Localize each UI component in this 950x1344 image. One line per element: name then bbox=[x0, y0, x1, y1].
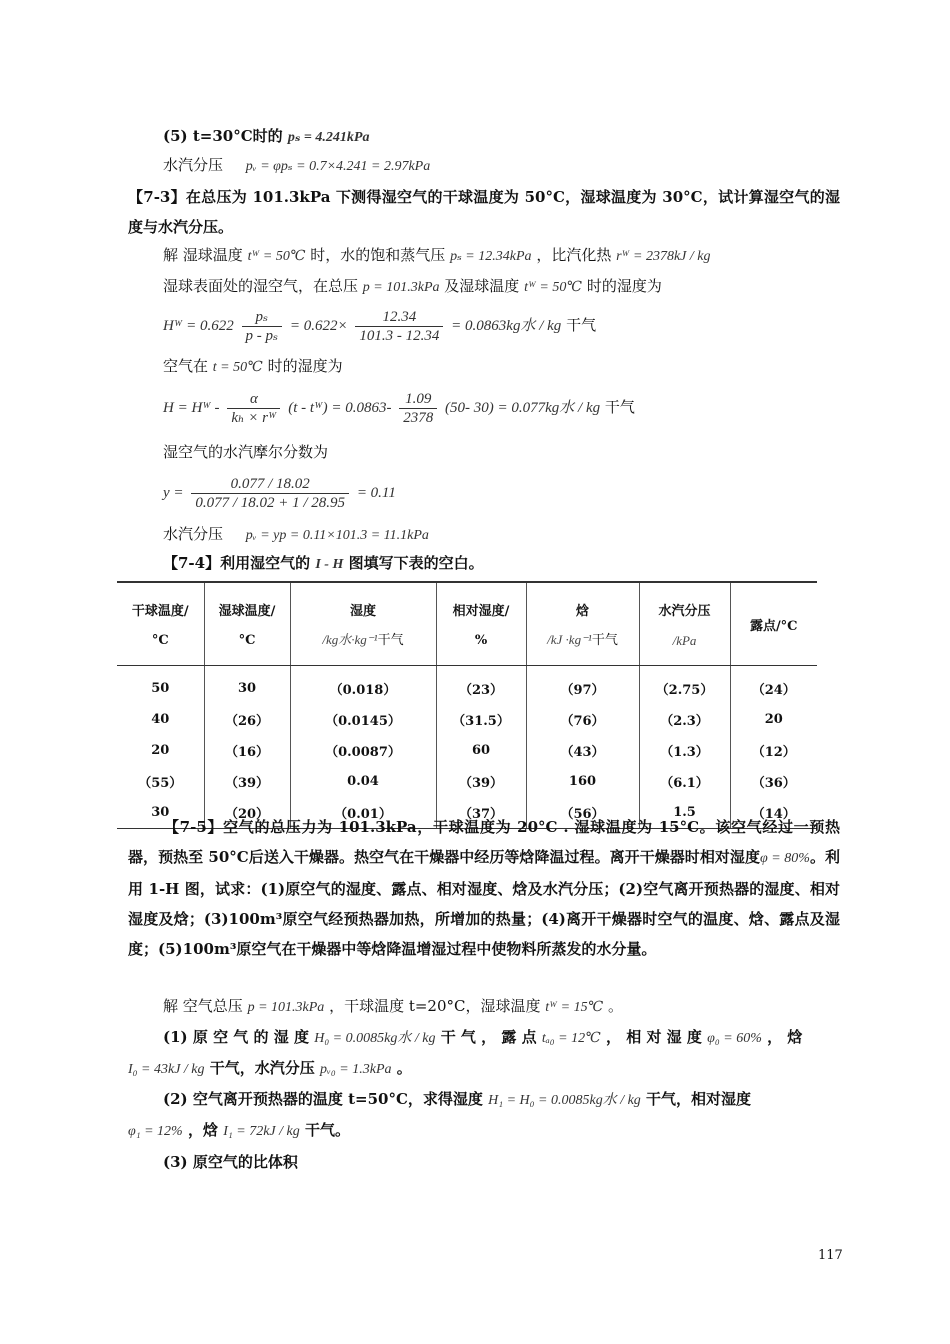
equation-fraction bbox=[227, 390, 280, 427]
solution-text: 干气，水汽分压 bbox=[209, 1059, 315, 1077]
table-cell: 60 bbox=[436, 735, 526, 766]
equation-3 bbox=[163, 472, 396, 513]
table-cell: 20 bbox=[764, 712, 783, 727]
solution-text: ，干球温度 t=20°C，湿球温度 bbox=[329, 997, 541, 1015]
solution-text: 空气在 bbox=[163, 357, 209, 375]
table-cell: （23） bbox=[436, 666, 526, 705]
header-unit: /kPa bbox=[672, 632, 697, 648]
math-inline: p = 101.3kPa bbox=[362, 280, 440, 295]
equation-text: = 0.622× bbox=[289, 318, 348, 334]
math-inline: pᵥ₀ = 1.3kPa bbox=[320, 1062, 392, 1077]
header-text: 焓 bbox=[575, 604, 589, 619]
table-cell: （0.0087） bbox=[290, 735, 436, 766]
solution-text: 时的湿度为 bbox=[586, 277, 662, 295]
header-unit: /kg水·kg⁻¹ bbox=[322, 632, 378, 647]
solution-text: 湿空气的水汽摩尔分数为 bbox=[163, 443, 329, 461]
solution-text: 解 空气总压 bbox=[163, 997, 243, 1015]
table-cell: （55） bbox=[117, 766, 204, 797]
equation-text: (50- 30) = 0.077kg水 / kg bbox=[445, 400, 601, 416]
equation-2 bbox=[163, 387, 635, 428]
solution-text: (3) 原空气的比体积 bbox=[163, 1153, 298, 1171]
air-properties-table bbox=[117, 581, 817, 829]
vapor-pressure-line bbox=[163, 155, 430, 177]
solution-text: ， 相 对 湿 度 bbox=[606, 1028, 702, 1046]
math-inline: p = 101.3kPa bbox=[247, 1000, 325, 1015]
table-cell: （0.01） bbox=[290, 797, 436, 829]
header-text: 相对湿度/ bbox=[452, 604, 510, 619]
solution-text: ，焓 bbox=[187, 1121, 218, 1139]
fraction-numerator: 0.077 / 18.02 bbox=[191, 475, 349, 494]
solution-text: 水汽分压 bbox=[163, 525, 224, 543]
equation-text: 干气 bbox=[604, 398, 635, 416]
table-cell: （56） bbox=[526, 797, 639, 829]
equation-text: = 0.11 bbox=[356, 485, 396, 501]
fraction-denominator: p - pₛ bbox=[245, 327, 279, 344]
header-text: 湿球温度/ bbox=[218, 604, 276, 619]
equation-fraction bbox=[399, 390, 437, 427]
table-row bbox=[117, 666, 817, 705]
table-cell: 1.5 bbox=[639, 797, 730, 829]
fraction-denominator: 2378 bbox=[403, 409, 434, 426]
equation-text: (t - tᵂ) = 0.0863- bbox=[288, 400, 392, 416]
item-5-line bbox=[163, 126, 369, 148]
item-5-label: (5) t=30°C时的 bbox=[163, 127, 283, 145]
fraction-numerator: α bbox=[227, 390, 280, 409]
header-text: 露点/°C bbox=[749, 618, 798, 634]
problem-7-5-text: 。利用 1-H 图，试求：(1)原空气的湿度、露点、相对湿度、焓及水汽分压；(2)空气离开预热器的湿度、相对湿度及焓；(3)100m³原空气经预热器加热，所增加的热量；(4)离开干燥器时空气的温度、焓、露点及湿度；(5)100m³原空气在干燥器中等焓降温增湿过程中使物料所蒸发的水分量。 bbox=[128, 848, 840, 958]
table-cell: （16） bbox=[204, 735, 290, 766]
vapor-pressure-label: 水汽分压 bbox=[163, 156, 224, 174]
solution-text: 。 bbox=[396, 1059, 412, 1077]
table-cell: （39） bbox=[436, 766, 526, 797]
header-relative-humidity bbox=[436, 582, 526, 666]
table-cell: （97） bbox=[526, 666, 639, 705]
table-cell: 40 bbox=[117, 704, 204, 735]
solution-text: 湿球表面处的湿空气，在总压 bbox=[163, 277, 359, 295]
table-row bbox=[117, 766, 817, 797]
math-inline: φ₀ = 60% bbox=[707, 1031, 762, 1046]
header-humidity bbox=[290, 582, 436, 666]
fraction-numerator: 12.34 bbox=[355, 308, 443, 327]
problem-7-3 bbox=[128, 182, 840, 242]
table-cell: （1.3） bbox=[639, 735, 730, 766]
math-inline: H₁ = H₀ = 0.0085kg水 / kg bbox=[488, 1093, 641, 1108]
solution-text: 干 气 ， 露 点 bbox=[440, 1028, 537, 1046]
math-inline: tᵂ = 50℃ bbox=[247, 249, 306, 264]
table-cell: （0.018） bbox=[290, 666, 436, 705]
equation-text: 干气 bbox=[566, 316, 597, 334]
solution-text: (2) 空气离开预热器的温度 t=50°C，求得湿度 bbox=[163, 1090, 483, 1108]
item-5-math: pₛ = 4.241kPa bbox=[287, 130, 370, 145]
equation-text: y = bbox=[163, 485, 184, 501]
table-cell: （39） bbox=[204, 766, 290, 797]
solution-7-5-part-2-cont bbox=[128, 1120, 350, 1142]
problem-7-5-text: 空气的总压力为 101.3kPa，干球温度为 20°C . 湿球温度为 15°C。该空气经过一预热器，预热至 50°C后送入干燥器。热空气在干燥器中经历等焓降温过程。离开干燥器时相对湿度 bbox=[128, 818, 841, 866]
header-vapor-pressure bbox=[639, 582, 730, 666]
solution-line-3 bbox=[163, 356, 343, 378]
solution-text: 解 湿球温度 bbox=[163, 246, 243, 264]
header-dry-bulb bbox=[117, 582, 204, 666]
solution-7-5-line-a bbox=[163, 996, 623, 1018]
problem-7-3-text: 在总压为 101.3kPa 下测得湿空气的干球温度为 50°C，湿球温度为 30°C，试计算湿空气的湿度与水汽分压。 bbox=[128, 188, 840, 236]
table-header-row bbox=[117, 582, 817, 666]
solution-text: 时，水的饱和蒸气压 bbox=[310, 246, 446, 264]
header-enthalpy bbox=[526, 582, 639, 666]
header-unit: % bbox=[474, 633, 488, 648]
table-cell: （37） bbox=[436, 797, 526, 829]
problem-7-4-title: 【7-4】 bbox=[163, 554, 221, 572]
math-inline: H₀ = 0.0085kg水 / kg bbox=[314, 1031, 436, 1046]
math-inline: φ = 80% bbox=[759, 851, 810, 866]
problem-7-4 bbox=[163, 553, 484, 575]
math-inline: tᵂ = 15℃ bbox=[545, 1000, 604, 1015]
equation-fraction bbox=[191, 475, 349, 512]
table-row bbox=[117, 704, 817, 735]
problem-7-5-title: 【7-5】 bbox=[164, 818, 224, 836]
equation-1 bbox=[163, 305, 596, 346]
solution-line-5 bbox=[163, 524, 429, 546]
header-text: 干气 bbox=[591, 633, 618, 648]
math-inline: pₛ = 12.34kPa bbox=[450, 249, 532, 264]
solution-7-5-part-1-cont bbox=[128, 1058, 412, 1080]
equation-fraction bbox=[355, 308, 443, 345]
table-cell: 160 bbox=[526, 766, 639, 797]
table-cell: 0.04 bbox=[290, 766, 436, 797]
table-cell: （26） bbox=[204, 704, 290, 735]
header-text: 湿度 bbox=[349, 604, 376, 619]
math-inline: I - H bbox=[315, 557, 344, 572]
equation-text: Hᵂ = 0.622 bbox=[163, 318, 234, 334]
table-cell: （2.3） bbox=[639, 704, 730, 735]
solution-text: 及湿球温度 bbox=[444, 277, 520, 295]
math-inline: tₐ₀ = 12℃ bbox=[541, 1031, 601, 1046]
table-cell: 20 bbox=[117, 735, 204, 766]
solution-7-5-part-3 bbox=[163, 1152, 298, 1172]
table-row bbox=[117, 735, 817, 766]
solution-text: 。 bbox=[608, 997, 624, 1015]
solution-line-2 bbox=[163, 276, 662, 298]
header-text: 干气 bbox=[377, 633, 404, 648]
table-cell: （20） bbox=[204, 797, 290, 829]
table-cell: （0.0145） bbox=[290, 704, 436, 735]
header-dew-point bbox=[730, 582, 817, 666]
equation-fraction bbox=[242, 308, 283, 345]
math-inline: tᵂ = 50℃ bbox=[524, 280, 583, 295]
header-text: 水汽分压 bbox=[658, 603, 711, 619]
vapor-pressure-math: pᵥ = φpₛ = 0.7×4.241 = 2.97kPa bbox=[245, 159, 431, 174]
page-number: 117 bbox=[818, 1248, 843, 1263]
solution-text: ， 焓 bbox=[767, 1028, 803, 1046]
table-cell: （43） bbox=[526, 735, 639, 766]
table-cell: （36） bbox=[751, 776, 796, 791]
table-cell: （6.1） bbox=[639, 766, 730, 797]
solution-text: (1) 原 空 气 的 湿 度 bbox=[163, 1028, 309, 1046]
table-cell: （14） bbox=[730, 797, 817, 829]
math-inline: pᵥ = yp = 0.11×101.3 = 11.1kPa bbox=[245, 528, 429, 543]
problem-7-4-text: 利用湿空气的 bbox=[220, 554, 311, 572]
table-cell: （24） bbox=[751, 683, 796, 698]
fraction-denominator: 0.077 / 18.02 + 1 / 28.95 bbox=[195, 494, 346, 511]
math-inline: φ₁ = 12% bbox=[128, 1124, 183, 1139]
fraction-denominator: kₕ × rᵂ bbox=[231, 409, 277, 426]
equation-text: H = Hᵂ - bbox=[163, 400, 220, 416]
solution-7-5-part-2 bbox=[163, 1089, 751, 1111]
solution-line-1 bbox=[163, 245, 711, 267]
problem-7-5 bbox=[128, 812, 840, 964]
solution-line-4 bbox=[163, 442, 328, 462]
equation-text: = 0.0863kg水 / kg bbox=[451, 318, 562, 334]
table-cell: （76） bbox=[526, 704, 639, 735]
math-inline: rᵂ = 2378kJ / kg bbox=[616, 249, 711, 264]
solution-text: 干气，相对湿度 bbox=[646, 1090, 752, 1108]
header-unit: °C bbox=[151, 633, 169, 648]
problem-7-4-text: 图填写下表的空白。 bbox=[348, 554, 484, 572]
fraction-denominator: 101.3 - 12.34 bbox=[359, 327, 440, 344]
fraction-numerator: pₛ bbox=[242, 308, 283, 327]
table-cell: 50 bbox=[117, 666, 204, 705]
table-cell: 30 bbox=[117, 797, 204, 829]
header-unit: /kJ ·kg⁻¹ bbox=[547, 632, 592, 647]
table-cell: （12） bbox=[751, 745, 796, 760]
problem-7-3-title: 【7-3】 bbox=[128, 188, 186, 206]
header-wet-bulb bbox=[204, 582, 290, 666]
table-cell: 30 bbox=[204, 666, 290, 705]
solution-text: 干气。 bbox=[304, 1121, 350, 1139]
header-unit: °C bbox=[238, 633, 256, 648]
table-cell: （31.5） bbox=[436, 704, 526, 735]
fraction-numerator: 1.09 bbox=[399, 390, 437, 409]
header-text: 干球温度/ bbox=[131, 604, 189, 619]
math-inline: t = 50℃ bbox=[212, 360, 263, 375]
table-cell: （2.75） bbox=[639, 666, 730, 705]
solution-text: ，比汽化热 bbox=[536, 246, 612, 264]
solution-text: 时的湿度为 bbox=[267, 357, 343, 375]
math-inline: I₀ = 43kJ / kg bbox=[128, 1062, 205, 1077]
solution-7-5-part-1 bbox=[163, 1027, 802, 1049]
math-inline: I₁ = 72kJ / kg bbox=[223, 1124, 300, 1139]
